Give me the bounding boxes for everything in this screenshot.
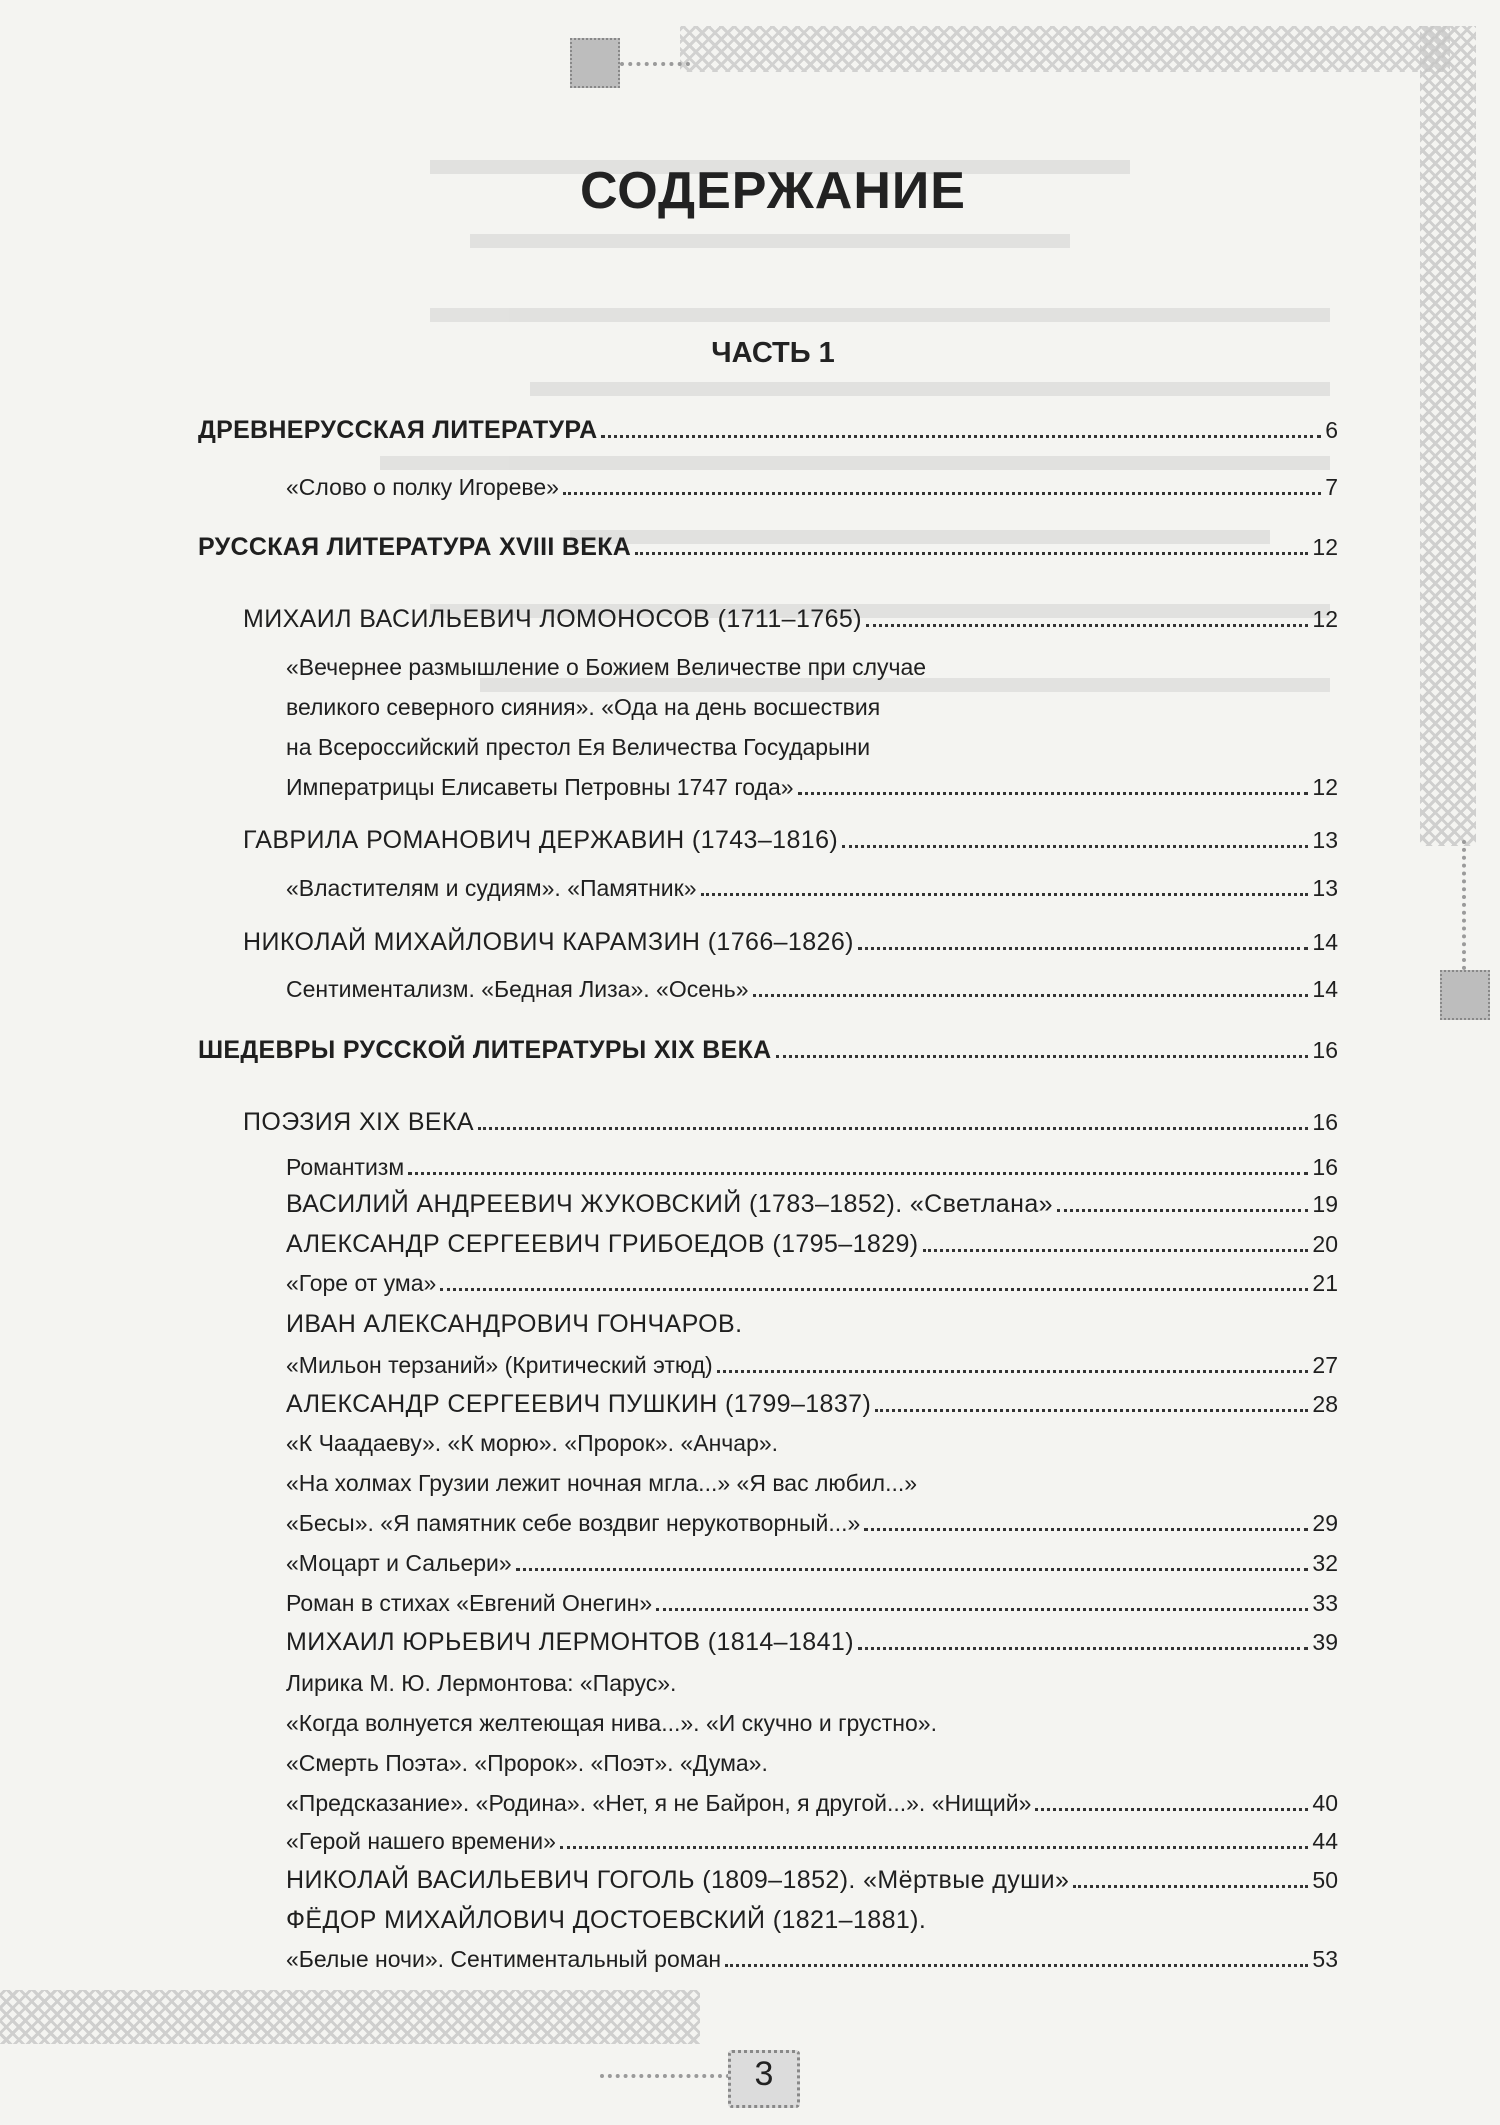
- toc-entry-page: 19: [1312, 1191, 1338, 1217]
- toc-entry-page: 32: [1312, 1550, 1338, 1576]
- dotted-line-ornament: [600, 2074, 730, 2078]
- toc-entry[interactable]: [286, 1750, 1338, 1777]
- toc-entry-page: 12: [1312, 606, 1338, 632]
- dot-leader: [440, 1288, 1308, 1291]
- toc-entry-title: Императрицы Елисаветы Петровны 1747 года»: [286, 774, 794, 800]
- toc-entry-page: 28: [1312, 1391, 1338, 1417]
- toc-entry-page: 39: [1312, 1629, 1338, 1655]
- toc-entry-page: 12: [1312, 534, 1338, 560]
- dot-leader: [1035, 1808, 1308, 1811]
- toc-entry-page: 20: [1312, 1231, 1338, 1257]
- toc-entry[interactable]: [286, 1828, 1338, 1855]
- toc-entry-title: МИХАИЛ ЮРЬЕВИЧ ЛЕРМОНТОВ (1814–1841): [286, 1628, 854, 1656]
- toc-entry[interactable]: [286, 734, 1338, 761]
- toc-entry[interactable]: [286, 1470, 1338, 1497]
- toc-entry-page: 21: [1312, 1270, 1338, 1296]
- toc-entry-title: РУССКАЯ ЛИТЕРАТУРА XVIII ВЕКА: [198, 533, 632, 561]
- toc-entry[interactable]: [286, 474, 1338, 501]
- dot-leader: [635, 552, 1308, 555]
- toc-entry[interactable]: [286, 774, 1338, 801]
- dot-leader: [858, 947, 1309, 950]
- dot-leader: [858, 1647, 1308, 1650]
- toc-entry[interactable]: [286, 654, 1338, 681]
- dot-leader: [601, 435, 1321, 438]
- dot-leader: [776, 1055, 1309, 1058]
- dot-leader: [516, 1568, 1309, 1571]
- toc-entry-title: ФЁДОР МИХАЙЛОВИЧ ДОСТОЕВСКИЙ (1821–1881).: [286, 1906, 927, 1934]
- toc-entry[interactable]: [286, 1710, 1338, 1737]
- toc-entry-title: «На холмах Грузии лежит ночная мгла...» «Я вас любил...»: [286, 1470, 918, 1496]
- toc-entry[interactable]: [286, 1946, 1338, 1973]
- toc-entry-page: 16: [1312, 1109, 1338, 1135]
- toc-entry[interactable]: [286, 1590, 1338, 1617]
- toc-entry[interactable]: [198, 416, 1338, 445]
- dot-leader: [656, 1608, 1308, 1611]
- toc-entry-title: «Моцарт и Сальери»: [286, 1550, 512, 1576]
- toc-entry-title: ИВАН АЛЕКСАНДРОВИЧ ГОНЧАРОВ.: [286, 1310, 743, 1338]
- dot-leader: [1073, 1885, 1308, 1888]
- toc-entry-title: ДРЕВНЕРУССКАЯ ЛИТЕРАТУРА: [198, 416, 598, 444]
- toc-entry[interactable]: [286, 1190, 1338, 1219]
- toc-entry[interactable]: [198, 533, 1338, 562]
- toc-entry[interactable]: [286, 1906, 1338, 1935]
- toc-entry-page: 44: [1312, 1828, 1338, 1854]
- toc-entry-page: 6: [1325, 417, 1338, 443]
- toc-entry-title: ШЕДЕВРЫ РУССКОЙ ЛИТЕРАТУРЫ XIX ВЕКА: [198, 1036, 772, 1064]
- toc-entry-title: «Мильон терзаний» (Критический этюд): [286, 1352, 713, 1378]
- toc-entry-page: 29: [1312, 1510, 1338, 1536]
- dot-leader: [842, 845, 1308, 848]
- toc-entry[interactable]: [286, 1510, 1338, 1537]
- toc-entry-title: Романтизм: [286, 1154, 405, 1180]
- toc-entry[interactable]: [286, 1352, 1338, 1379]
- toc-entry-page: 13: [1312, 827, 1338, 853]
- toc-entry-title: НИКОЛАЙ МИХАЙЛОВИЧ КАРАМЗИН (1766–1826): [243, 928, 854, 956]
- dot-leader: [875, 1409, 1308, 1412]
- toc-entry-title: ВАСИЛИЙ АНДРЕЕВИЧ ЖУКОВСКИЙ (1783–1852). «Светлана»: [286, 1190, 1053, 1218]
- toc-entry-title: «Герой нашего времени»: [286, 1828, 556, 1854]
- page-number: 3: [754, 2055, 774, 2093]
- toc-entry-title: НИКОЛАЙ ВАСИЛЬЕВИЧ ГОГОЛЬ (1809–1852). «Мёртвые души»: [286, 1866, 1070, 1894]
- toc-entry-page: 27: [1312, 1352, 1338, 1378]
- toc-entry-page: 14: [1312, 929, 1338, 955]
- dot-leader: [717, 1370, 1309, 1373]
- toc-entry[interactable]: [286, 1550, 1338, 1577]
- toc-entry-title: «Смерть Поэта». «Пророк». «Поэт». «Дума».: [286, 1750, 768, 1776]
- toc-entry[interactable]: [243, 826, 1338, 855]
- toc-entry-page: 7: [1325, 474, 1338, 500]
- toc-entry-page: 14: [1312, 976, 1338, 1002]
- dot-leader: [478, 1127, 1308, 1130]
- toc-entry[interactable]: [286, 1390, 1338, 1419]
- toc-entry-title: «Горе от ума»: [286, 1270, 437, 1296]
- dot-leader: [725, 1964, 1308, 1967]
- dot-leader: [408, 1172, 1308, 1175]
- dot-leader: [866, 624, 1308, 627]
- toc-entry[interactable]: [198, 1036, 1338, 1065]
- toc-entry[interactable]: [286, 694, 1338, 721]
- toc-entry-title: «Предсказание». «Родина». «Нет, я не Байрон, я другой...». «Нищий»: [286, 1790, 1032, 1816]
- toc-entry-page: 33: [1312, 1590, 1338, 1616]
- toc-entry[interactable]: [243, 928, 1338, 957]
- toc-entry-title: на Всероссийский престол Ея Величества Государыни: [286, 734, 871, 760]
- toc-entry-title: великого северного сияния». «Ода на день восшествия: [286, 694, 881, 720]
- toc-entry-title: АЛЕКСАНДР СЕРГЕЕВИЧ ГРИБОЕДОВ (1795–1829): [286, 1230, 919, 1258]
- toc-entry[interactable]: [286, 1230, 1338, 1259]
- toc-entry-page: 16: [1312, 1154, 1338, 1180]
- toc-entry-title: «Когда волнуется желтеющая нива...». «И скучно и грустно».: [286, 1710, 937, 1736]
- page-title: СОДЕРЖАНИЕ: [580, 161, 966, 220]
- dot-leader: [701, 893, 1309, 896]
- toc-entry-page: 16: [1312, 1037, 1338, 1063]
- toc-entry[interactable]: [243, 1108, 1338, 1137]
- toc-entry-page: 13: [1312, 875, 1338, 901]
- toc-entry[interactable]: [286, 1628, 1338, 1657]
- dot-leader: [560, 1846, 1309, 1849]
- dot-leader: [923, 1249, 1309, 1252]
- toc-entry-title: «Слово о полку Игореве»: [286, 474, 559, 500]
- toc-entry-title: ГАВРИЛА РОМАНОВИЧ ДЕРЖАВИН (1743–1816): [243, 826, 839, 854]
- toc-entry-title: Лирика М. Ю. Лермонтова: «Парус».: [286, 1670, 677, 1696]
- toc-entry-title: МИХАИЛ ВАСИЛЬЕВИЧ ЛОМОНОСОВ (1711–1765): [243, 605, 862, 633]
- toc-entry-title: Сентиментализм. «Бедная Лиза». «Осень»: [286, 976, 749, 1002]
- toc-entry-title: Роман в стихах «Евгений Онегин»: [286, 1590, 653, 1616]
- toc-entry-title: «Властителям и судиям». «Памятник»: [286, 875, 697, 901]
- toc-entry-title: «Белые ночи». Сентиментальный роман: [286, 1946, 722, 1972]
- dot-leader: [798, 792, 1309, 795]
- toc-entry-page: 40: [1312, 1790, 1338, 1816]
- toc-entry[interactable]: [286, 1866, 1338, 1895]
- toc-entry-title: «К Чаадаеву». «К морю». «Пророк». «Анчар».: [286, 1430, 779, 1456]
- toc-entry[interactable]: [286, 1270, 1338, 1297]
- toc-entry[interactable]: [286, 1430, 1338, 1457]
- toc-entry-page: 12: [1312, 774, 1338, 800]
- toc-entry[interactable]: [286, 1670, 1338, 1697]
- toc-entry[interactable]: [286, 1310, 1338, 1339]
- dot-leader: [864, 1528, 1308, 1531]
- toc-entry-page: 50: [1312, 1867, 1338, 1893]
- toc-entry[interactable]: [286, 1790, 1338, 1817]
- toc-entry-title: АЛЕКСАНДР СЕРГЕЕВИЧ ПУШКИН (1799–1837): [286, 1390, 872, 1418]
- toc-entry[interactable]: [286, 976, 1338, 1003]
- dot-leader: [1057, 1209, 1308, 1212]
- toc-entry-title: «Вечернее размышление о Божием Величестве при случае: [286, 654, 927, 680]
- dot-leader: [563, 492, 1321, 495]
- toc-entry-title: «Бесы». «Я памятник себе воздвиг нерукотворный...»: [286, 1510, 861, 1536]
- part-title: ЧАСТЬ 1: [711, 337, 835, 369]
- toc-entry[interactable]: [286, 1154, 1338, 1181]
- toc-entry-title: ПОЭЗИЯ XIX ВЕКА: [243, 1108, 474, 1136]
- toc-entry[interactable]: [243, 605, 1338, 634]
- toc-entry-page: 53: [1312, 1946, 1338, 1972]
- toc-entry[interactable]: [286, 875, 1338, 902]
- dot-leader: [753, 994, 1309, 997]
